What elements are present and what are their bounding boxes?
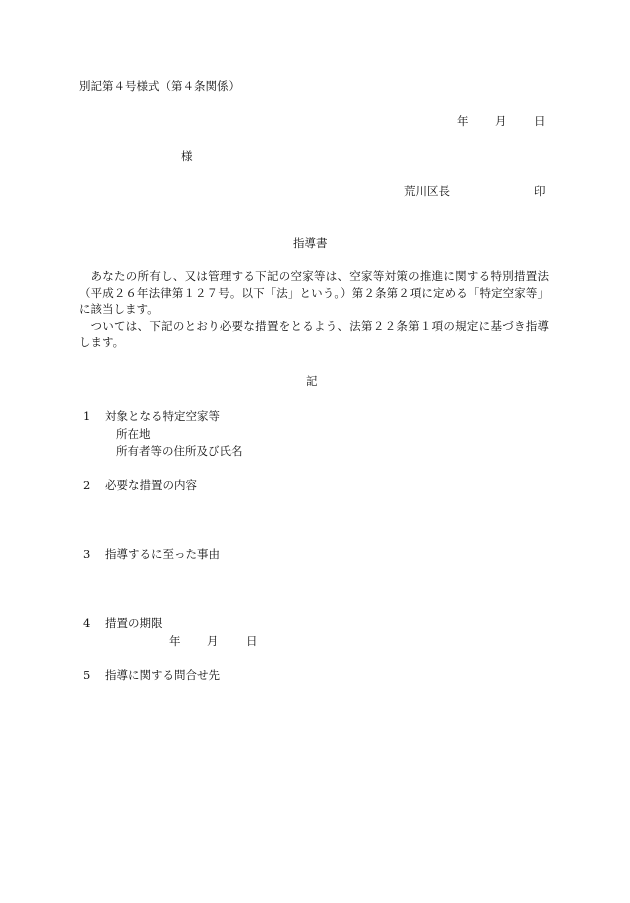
- seal-mark: 印: [534, 184, 546, 198]
- item-number: 3: [83, 547, 91, 561]
- date-year: 年: [457, 114, 469, 128]
- item-number: 1: [83, 409, 91, 423]
- document-title: 指導書: [293, 236, 328, 250]
- body-paragraph: ついては、下記のとおり必要な措置をとるよう、法第２２条第１項の規定に基づき指導します。: [79, 318, 549, 349]
- deadline-year: 年: [169, 634, 181, 648]
- item-number: 4: [83, 616, 91, 630]
- date-day: 日: [534, 114, 546, 128]
- body-paragraph: あなたの所有し、又は管理する下記の空家等は、空家等対策の推進に関する特別措置法（平成２６年法律第１２７号。以下「法」という。）第２条第２項に定める「特定空家等」に該当します。: [79, 269, 549, 316]
- item-number: 2: [83, 478, 91, 492]
- item-sub-label: 所在地: [116, 427, 151, 441]
- item-number: 5: [83, 668, 91, 682]
- item-label: 対象となる特定空家等: [105, 409, 220, 423]
- body-text: [79, 268, 549, 351]
- item-label: 指導するに至った事由: [105, 547, 220, 561]
- form-label: 別記第４号様式（第４条関係）: [79, 79, 240, 93]
- sender-name: 荒川区長: [404, 184, 450, 198]
- deadline-month: 月: [207, 634, 219, 648]
- item-label: 措置の期限: [105, 616, 163, 630]
- item-label: 指導に関する問合せ先: [105, 668, 220, 682]
- addressee-suffix: 様: [181, 149, 193, 163]
- date-month: 月: [495, 114, 507, 128]
- ki-heading: 記: [306, 374, 318, 388]
- item-label: 必要な措置の内容: [105, 478, 197, 492]
- deadline-day: 日: [246, 634, 258, 648]
- item-sub-label: 所有者等の住所及び氏名: [116, 444, 243, 458]
